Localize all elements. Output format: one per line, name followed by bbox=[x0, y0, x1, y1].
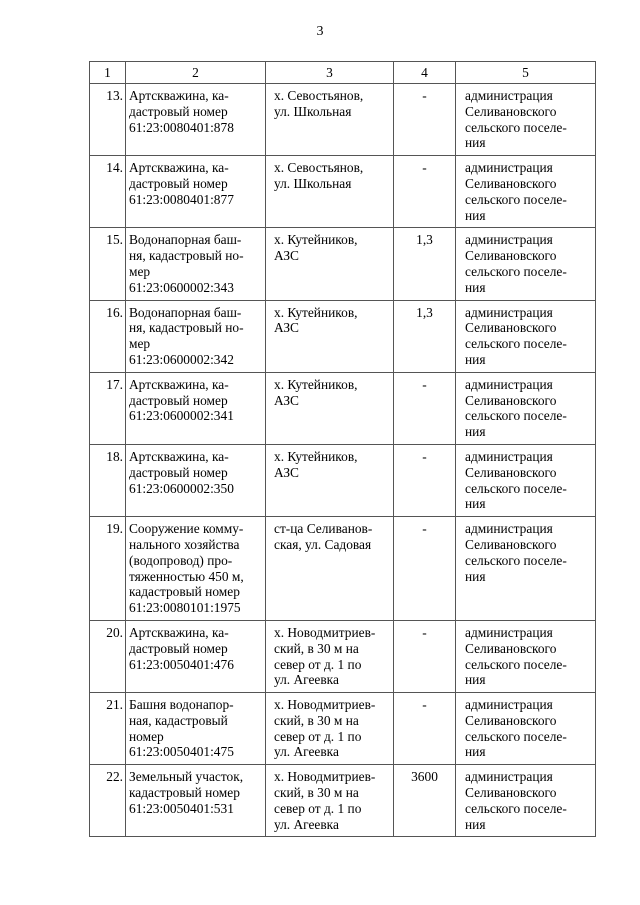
object-name-line: дастровый номер bbox=[129, 464, 228, 480]
object-name-line: дастровый номер bbox=[129, 175, 228, 191]
address-cell bbox=[266, 693, 394, 765]
owner-line: сельского поселе- bbox=[465, 191, 567, 207]
address-line: ул. Агеевка bbox=[274, 672, 339, 688]
object-name-line: 61:23:0080101:1975 bbox=[129, 600, 241, 616]
owner-line: Селивановского bbox=[465, 712, 557, 728]
owner-line: администрация bbox=[465, 697, 553, 713]
owner-line: Селивановского bbox=[465, 785, 557, 801]
owner-cell bbox=[456, 765, 596, 837]
owner-line: Селивановского bbox=[465, 640, 557, 656]
address-line: север от д. 1 по bbox=[274, 728, 362, 744]
address-cell bbox=[266, 300, 394, 372]
value-cell: - bbox=[394, 156, 456, 228]
value-cell: - bbox=[394, 620, 456, 692]
value-cell: - bbox=[394, 372, 456, 444]
owner-cell bbox=[456, 84, 596, 156]
object-name-line: Сооружение комму- bbox=[129, 521, 244, 537]
owner-line: сельского поселе- bbox=[465, 656, 567, 672]
value-cell: - bbox=[394, 693, 456, 765]
object-name-cell bbox=[126, 372, 266, 444]
table-row bbox=[90, 156, 596, 228]
address-line: ский, в 30 м на bbox=[274, 640, 359, 656]
table-row bbox=[90, 765, 596, 837]
object-name-line: Башня водонапор- bbox=[129, 697, 234, 713]
owner-line: администрация bbox=[465, 448, 553, 464]
value-cell: 1,3 bbox=[394, 300, 456, 372]
owner-cell bbox=[456, 517, 596, 621]
object-name-cell bbox=[126, 300, 266, 372]
owner-cell bbox=[456, 300, 596, 372]
object-name-line: ня, кадастровый но- bbox=[129, 320, 244, 336]
object-name-cell bbox=[126, 444, 266, 516]
object-name-line: Водонапорная баш- bbox=[129, 304, 242, 320]
object-name-line: 61:23:0080401:877 bbox=[129, 191, 234, 207]
row-number: 17. bbox=[90, 372, 126, 444]
owner-line: сельского поселе- bbox=[465, 263, 567, 279]
owner-cell bbox=[456, 156, 596, 228]
object-name-line: Артскважина, ка- bbox=[129, 624, 229, 640]
owner-line: Селивановского bbox=[465, 536, 557, 552]
address-line: АЗС bbox=[274, 248, 299, 264]
owner-line: администрация bbox=[465, 769, 553, 785]
column-header-5: 5 bbox=[456, 62, 596, 84]
row-number: 19. bbox=[90, 517, 126, 621]
address-cell bbox=[266, 620, 394, 692]
address-cell bbox=[266, 372, 394, 444]
page-number: 3 bbox=[316, 24, 324, 39]
object-name-line: (водопровод) про- bbox=[129, 552, 233, 568]
owner-line: ния bbox=[465, 568, 486, 584]
row-number: 14. bbox=[90, 156, 126, 228]
row-number: 22. bbox=[90, 765, 126, 837]
owner-line: Селивановского bbox=[465, 320, 557, 336]
owner-line: сельского поселе- bbox=[465, 552, 567, 568]
object-name-line: Артскважина, ка- bbox=[129, 376, 229, 392]
address-line: север от д. 1 по bbox=[274, 656, 362, 672]
owner-line: сельского поселе- bbox=[465, 800, 567, 816]
owner-line: администрация bbox=[465, 376, 553, 392]
owner-cell bbox=[456, 444, 596, 516]
object-name-line: 61:23:0600002:350 bbox=[129, 480, 234, 496]
object-name-line: тяженностью 450 м, bbox=[129, 568, 244, 584]
value-cell: 3600 bbox=[394, 765, 456, 837]
object-name-cell bbox=[126, 765, 266, 837]
address-line: х. Новодмитриев- bbox=[274, 624, 376, 640]
object-name-line: Артскважина, ка- bbox=[129, 160, 229, 176]
owner-line: администрация bbox=[465, 232, 553, 248]
owner-line: сельского поселе- bbox=[465, 728, 567, 744]
table-body bbox=[90, 84, 596, 837]
owner-line: сельского поселе- bbox=[465, 408, 567, 424]
object-name-line: 61:23:0050401:531 bbox=[129, 800, 234, 816]
owner-cell bbox=[456, 620, 596, 692]
address-line: х. Кутейников, bbox=[274, 376, 358, 392]
object-name-line: 61:23:0050401:476 bbox=[129, 656, 234, 672]
object-name-line: кадастровый номер bbox=[129, 584, 240, 600]
value-cell: - bbox=[394, 444, 456, 516]
object-name-line: 61:23:0600002:343 bbox=[129, 279, 234, 295]
address-line: х. Кутейников, bbox=[274, 304, 358, 320]
owner-line: администрация bbox=[465, 624, 553, 640]
owner-line: сельского поселе- bbox=[465, 336, 567, 352]
column-header-4: 4 bbox=[394, 62, 456, 84]
address-line: АЗС bbox=[274, 392, 299, 408]
object-name-line: 61:23:0050401:475 bbox=[129, 744, 234, 760]
owner-line: ния bbox=[465, 351, 486, 367]
address-line: х. Севостьянов, bbox=[274, 160, 364, 176]
address-line: АЗС bbox=[274, 464, 299, 480]
owner-cell bbox=[456, 228, 596, 300]
owner-line: администрация bbox=[465, 304, 553, 320]
row-number: 16. bbox=[90, 300, 126, 372]
address-cell bbox=[266, 84, 394, 156]
address-line: ул. Школьная bbox=[274, 103, 352, 119]
object-name-line: Артскважина, ка- bbox=[129, 88, 229, 103]
property-registry-table bbox=[89, 61, 596, 837]
owner-cell bbox=[456, 372, 596, 444]
object-name-line: кадастровый номер bbox=[129, 785, 240, 801]
owner-line: сельского поселе- bbox=[465, 119, 567, 135]
address-cell bbox=[266, 444, 394, 516]
object-name-line: мер bbox=[129, 336, 151, 352]
address-line: север от д. 1 по bbox=[274, 800, 362, 816]
address-line: ский, в 30 м на bbox=[274, 785, 359, 801]
owner-line: ния bbox=[465, 135, 486, 151]
address-line: ст-ца Селиванов- bbox=[274, 521, 373, 537]
table-row bbox=[90, 517, 596, 621]
address-line: ул. Агеевка bbox=[274, 816, 339, 832]
column-header-2: 2 bbox=[126, 62, 266, 84]
object-name-cell bbox=[126, 156, 266, 228]
owner-line: Селивановского bbox=[465, 175, 557, 191]
object-name-line: мер bbox=[129, 263, 151, 279]
object-name-line: 61:23:0600002:341 bbox=[129, 408, 234, 424]
owner-line: администрация bbox=[465, 88, 553, 103]
owner-line: ния bbox=[465, 496, 486, 512]
owner-line: ния bbox=[465, 744, 486, 760]
column-header-3: 3 bbox=[266, 62, 394, 84]
address-line: х. Кутейников, bbox=[274, 448, 358, 464]
owner-cell bbox=[456, 693, 596, 765]
address-line: ский, в 30 м на bbox=[274, 712, 359, 728]
object-name-cell bbox=[126, 84, 266, 156]
object-name-line: Земельный участок, bbox=[129, 769, 244, 785]
table-row bbox=[90, 444, 596, 516]
owner-line: администрация bbox=[465, 521, 553, 537]
address-line: х. Новодмитриев- bbox=[274, 697, 376, 713]
address-line: х. Новодмитриев- bbox=[274, 769, 376, 785]
address-line: ул. Школьная bbox=[274, 175, 352, 191]
address-line: х. Севостьянов, bbox=[274, 88, 364, 103]
owner-line: ния bbox=[465, 424, 486, 440]
object-name-cell bbox=[126, 517, 266, 621]
address-cell bbox=[266, 156, 394, 228]
owner-line: Селивановского bbox=[465, 248, 557, 264]
object-name-cell bbox=[126, 620, 266, 692]
owner-line: ния bbox=[465, 672, 486, 688]
object-name-line: ная, кадастровый bbox=[129, 712, 228, 728]
row-number: 21. bbox=[90, 693, 126, 765]
address-cell bbox=[266, 765, 394, 837]
table-row bbox=[90, 84, 596, 156]
owner-line: ния bbox=[465, 207, 486, 223]
address-line: ская, ул. Садовая bbox=[274, 536, 372, 552]
object-name-line: 61:23:0600002:342 bbox=[129, 351, 234, 367]
row-number: 15. bbox=[90, 228, 126, 300]
object-name-line: Артскважина, ка- bbox=[129, 448, 229, 464]
row-number: 13. bbox=[90, 84, 126, 156]
table-row bbox=[90, 300, 596, 372]
address-line: АЗС bbox=[274, 320, 299, 336]
object-name-line: номер bbox=[129, 728, 164, 744]
value-cell: - bbox=[394, 84, 456, 156]
owner-line: Селивановского bbox=[465, 464, 557, 480]
object-name-line: 61:23:0080401:878 bbox=[129, 119, 234, 135]
object-name-line: нального хозяйства bbox=[129, 536, 240, 552]
table-header-row bbox=[90, 62, 596, 84]
address-line: х. Кутейников, bbox=[274, 232, 358, 248]
table-row bbox=[90, 693, 596, 765]
owner-line: ния bbox=[465, 279, 486, 295]
owner-line: сельского поселе- bbox=[465, 480, 567, 496]
object-name-line: дастровый номер bbox=[129, 392, 228, 408]
object-name-line: дастровый номер bbox=[129, 103, 228, 119]
table-row bbox=[90, 372, 596, 444]
address-cell bbox=[266, 517, 394, 621]
address-cell bbox=[266, 228, 394, 300]
object-name-cell bbox=[126, 228, 266, 300]
column-header-1: 1 bbox=[90, 62, 126, 84]
row-number: 20. bbox=[90, 620, 126, 692]
object-name-line: ня, кадастровый но- bbox=[129, 248, 244, 264]
object-name-line: Водонапорная баш- bbox=[129, 232, 242, 248]
owner-line: ния bbox=[465, 816, 486, 832]
value-cell: 1,3 bbox=[394, 228, 456, 300]
row-number: 18. bbox=[90, 444, 126, 516]
object-name-line: дастровый номер bbox=[129, 640, 228, 656]
owner-line: администрация bbox=[465, 160, 553, 176]
table-row bbox=[90, 228, 596, 300]
owner-line: Селивановского bbox=[465, 392, 557, 408]
owner-line: Селивановского bbox=[465, 103, 557, 119]
object-name-cell bbox=[126, 693, 266, 765]
table-row bbox=[90, 620, 596, 692]
address-line: ул. Агеевка bbox=[274, 744, 339, 760]
value-cell: - bbox=[394, 517, 456, 621]
